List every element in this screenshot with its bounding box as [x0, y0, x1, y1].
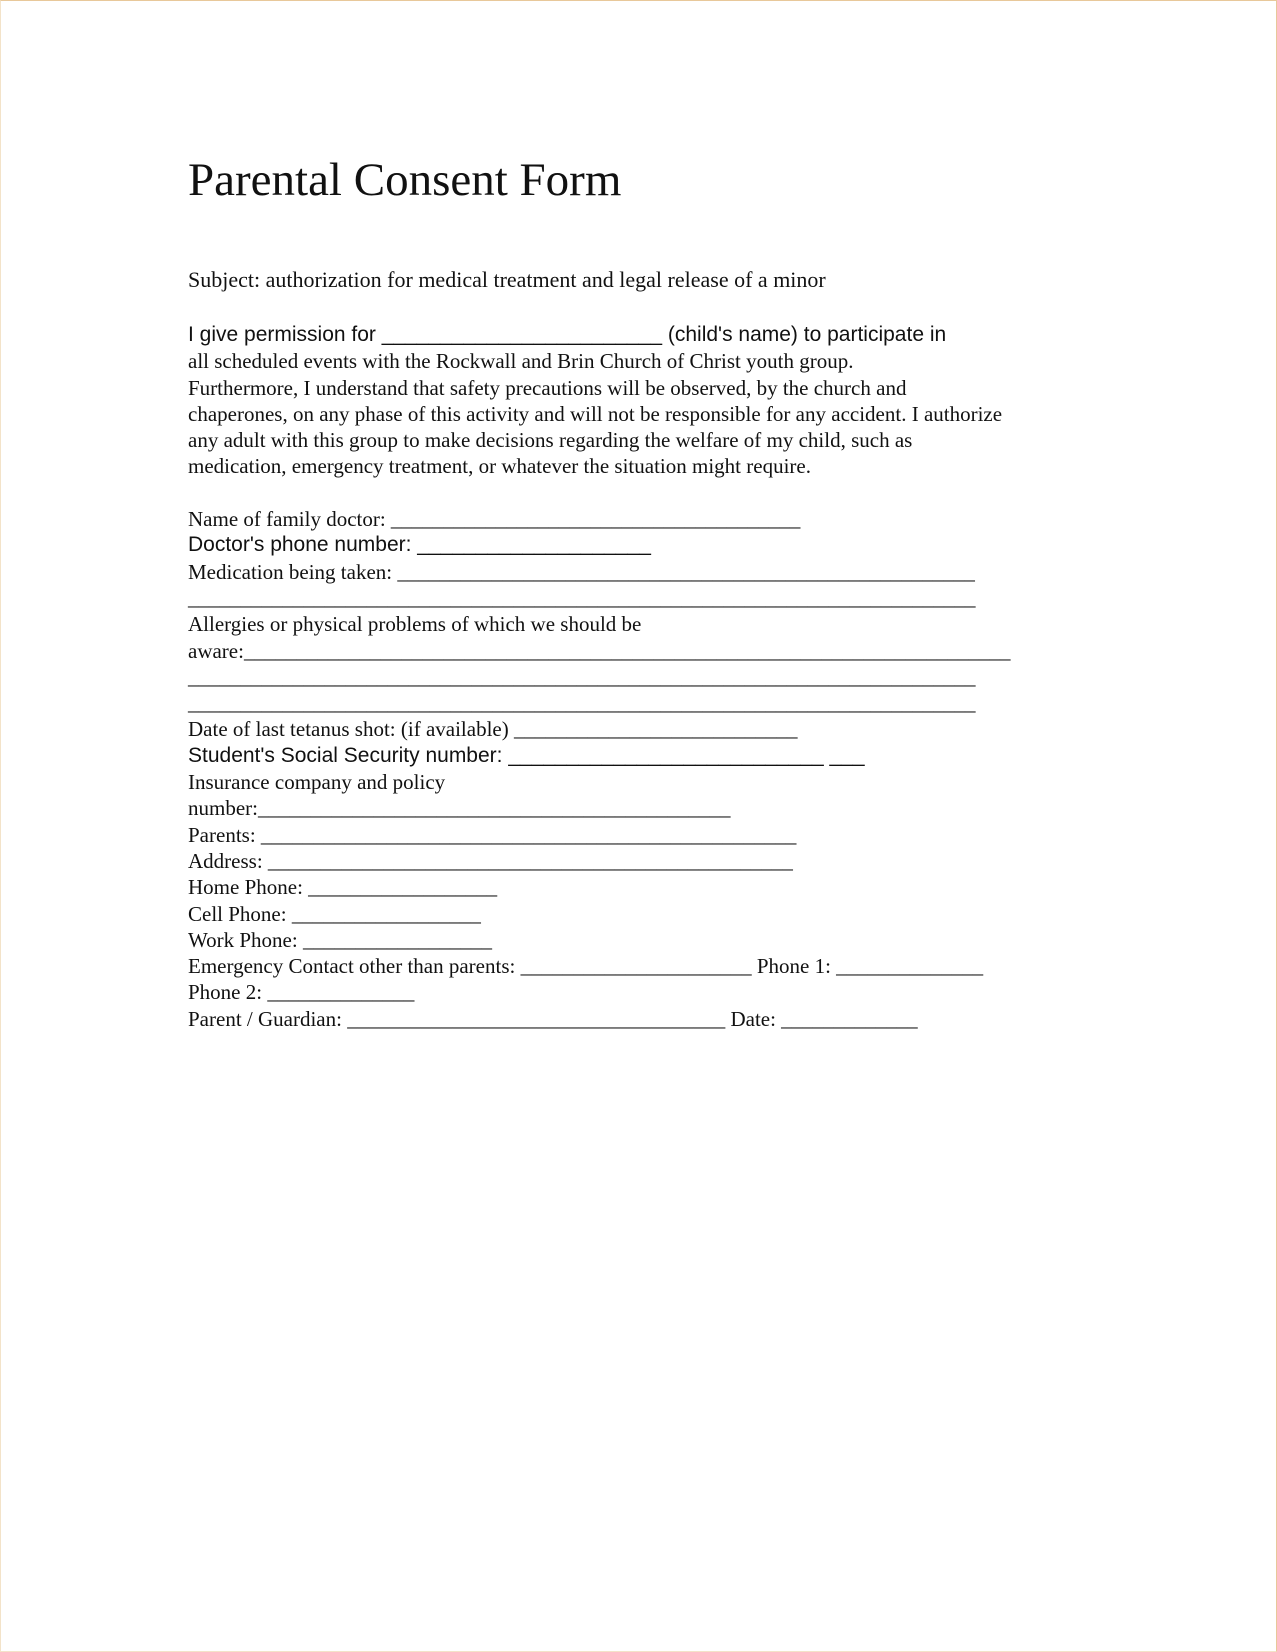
parents-field[interactable]: Parents: ___________________________________________________ — [188, 822, 797, 847]
ssn-field[interactable]: Student's Social Security number: ___________________________ ___ — [188, 743, 865, 767]
form-body — [188, 322, 1010, 1032]
doctor-phone-field[interactable]: Doctor's phone number: ____________________ — [188, 533, 651, 557]
allergies-label: Allergies or physical problems of which we should be — [188, 612, 642, 637]
phone-2-field[interactable]: Phone 2: ______________ — [188, 980, 415, 1005]
form-subject: Subject: authorization for medical treatment and legal release of a minor — [188, 267, 826, 292]
work-phone-field[interactable]: Work Phone: __________________ — [188, 927, 492, 952]
spacer — [188, 480, 1010, 506]
home-phone-field[interactable]: Home Phone: __________________ — [188, 875, 498, 900]
permission-line-4: chaperones, on any phase of this activity and will not be responsible for any accident. I authorize — [188, 401, 1003, 426]
permission-line-1: I give permission for ________________________ (child's name) to participate in — [188, 323, 947, 346]
cell-phone-field[interactable]: Cell Phone: __________________ — [188, 901, 481, 926]
insurance-number-field[interactable]: number:_____________________________________________ — [188, 796, 731, 821]
allergies-field-3[interactable]: ___________________________________________________________________________ — [188, 691, 976, 716]
permission-line-5: any adult with this group to make decisions regarding the welfare of my child, such as — [188, 428, 913, 453]
permission-line-2: all scheduled events with the Rockwall and Brin Church of Christ youth group. — [188, 349, 854, 374]
medication-field[interactable]: Medication being taken: _______________________________________________________ — [188, 559, 975, 584]
family-doctor-field[interactable]: Name of family doctor: _______________________________________ — [188, 507, 801, 532]
medication-line-2[interactable]: ___________________________________________________________________________ — [188, 585, 976, 610]
allergies-field-2[interactable]: ___________________________________________________________________________ — [188, 664, 976, 689]
emergency-contact-field[interactable]: Emergency Contact other than parents: ______________________ Phone 1: ______________ — [188, 954, 984, 979]
address-field[interactable]: Address: __________________________________________________ — [188, 848, 793, 873]
guardian-signature-field[interactable]: Parent / Guardian: ____________________________________ Date: _____________ — [188, 1006, 918, 1031]
permission-line-3: Furthermore, I understand that safety precautions will be observed, by the church and — [188, 375, 907, 400]
allergies-field-1[interactable]: aware:_________________________________________________________________________ — [188, 638, 1011, 663]
form-title: Parental Consent Form — [188, 154, 622, 206]
tetanus-date-field[interactable]: Date of last tetanus shot: (if available) ___________________________ — [188, 717, 798, 742]
insurance-label: Insurance company and policy — [188, 770, 446, 795]
permission-line-6: medication, emergency treatment, or whatever the situation might require. — [188, 454, 811, 479]
